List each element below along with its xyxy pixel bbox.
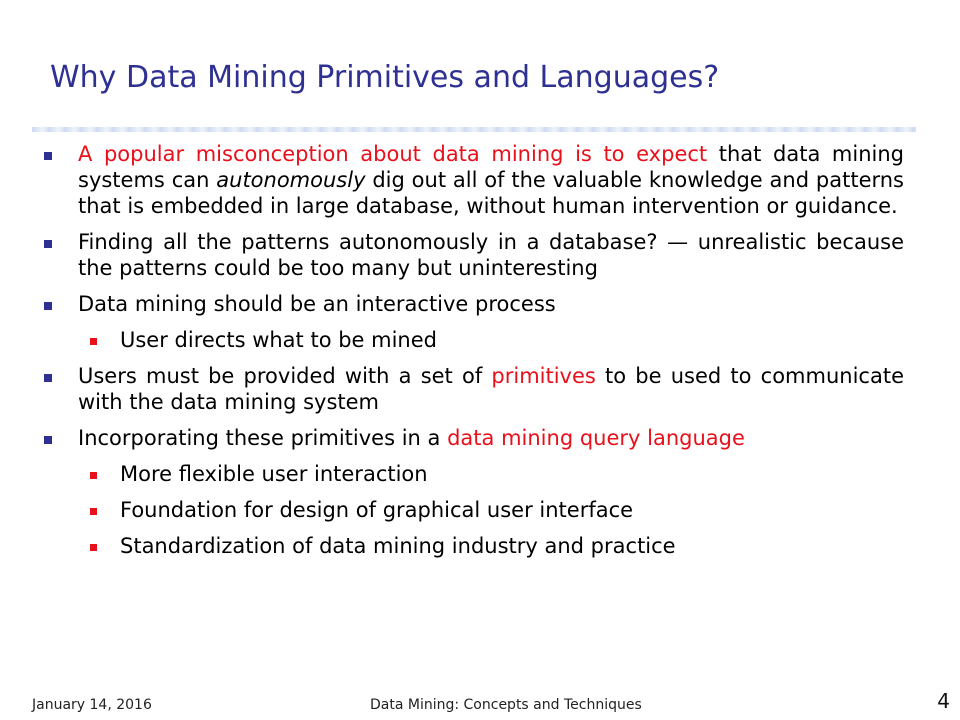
bullet-text — [78, 141, 904, 219]
bullet-item — [38, 229, 904, 281]
bullet-item — [38, 291, 904, 317]
title-divider — [32, 127, 916, 132]
page-number: 4 — [937, 689, 950, 713]
bullet-item — [38, 141, 904, 219]
bullet-square-icon — [44, 436, 52, 444]
highlight-text: data mining query language — [447, 426, 745, 450]
text-segment: to be used to communicate with the data mining system — [78, 364, 904, 414]
sub-bullet-text: More flexible user interaction — [120, 462, 428, 486]
sub-bullet-square-icon — [90, 544, 97, 551]
sub-bullet-item — [38, 327, 904, 353]
bullet-square-icon — [44, 240, 52, 248]
bullet-text — [78, 425, 904, 451]
sub-bullet-text: Standardization of data mining industry and practice — [120, 534, 676, 558]
bullet-text: Data mining should be an interactive process — [78, 292, 556, 316]
bullet-item — [38, 363, 904, 415]
bullet-text — [78, 363, 904, 415]
sub-bullet-item — [38, 533, 904, 559]
sub-bullet-square-icon — [90, 472, 97, 479]
slide-content — [38, 141, 904, 569]
sub-bullet-item — [38, 497, 904, 523]
bullet-text: Finding all the patterns autonomously in a database? — unrealistic because the patterns could be too many but uninteresting — [78, 230, 904, 280]
sub-bullet-text: User directs what to be mined — [120, 328, 437, 352]
bullet-square-icon — [44, 302, 52, 310]
text-segment: dig out all of the valuable knowledge and patterns that is embedded in large database, without human intervention or guidance. — [78, 168, 904, 218]
bullet-square-icon — [44, 374, 52, 382]
text-segment: that data mining systems can — [78, 142, 904, 192]
bullet-item — [38, 425, 904, 451]
slide-title: Why Data Mining Primitives and Languages? — [50, 60, 720, 95]
text-segment: Incorporating these primitives in a — [78, 426, 448, 450]
highlight-text: A popular misconception about data mining is to expect — [78, 142, 708, 166]
text-segment: Users must be provided with a set of — [78, 364, 492, 388]
sub-bullet-square-icon — [90, 508, 97, 515]
sub-bullet-item — [38, 461, 904, 487]
sub-bullet-square-icon — [90, 338, 97, 345]
bullet-square-icon — [44, 152, 52, 160]
italic-text: autonomously — [216, 168, 366, 192]
footer-date: January 14, 2016 — [32, 697, 152, 713]
footer-title: Data Mining: Concepts and Techniques — [370, 697, 642, 713]
highlight-text: primitives — [491, 364, 596, 388]
sub-bullet-text: Foundation for design of graphical user interface — [120, 498, 634, 522]
